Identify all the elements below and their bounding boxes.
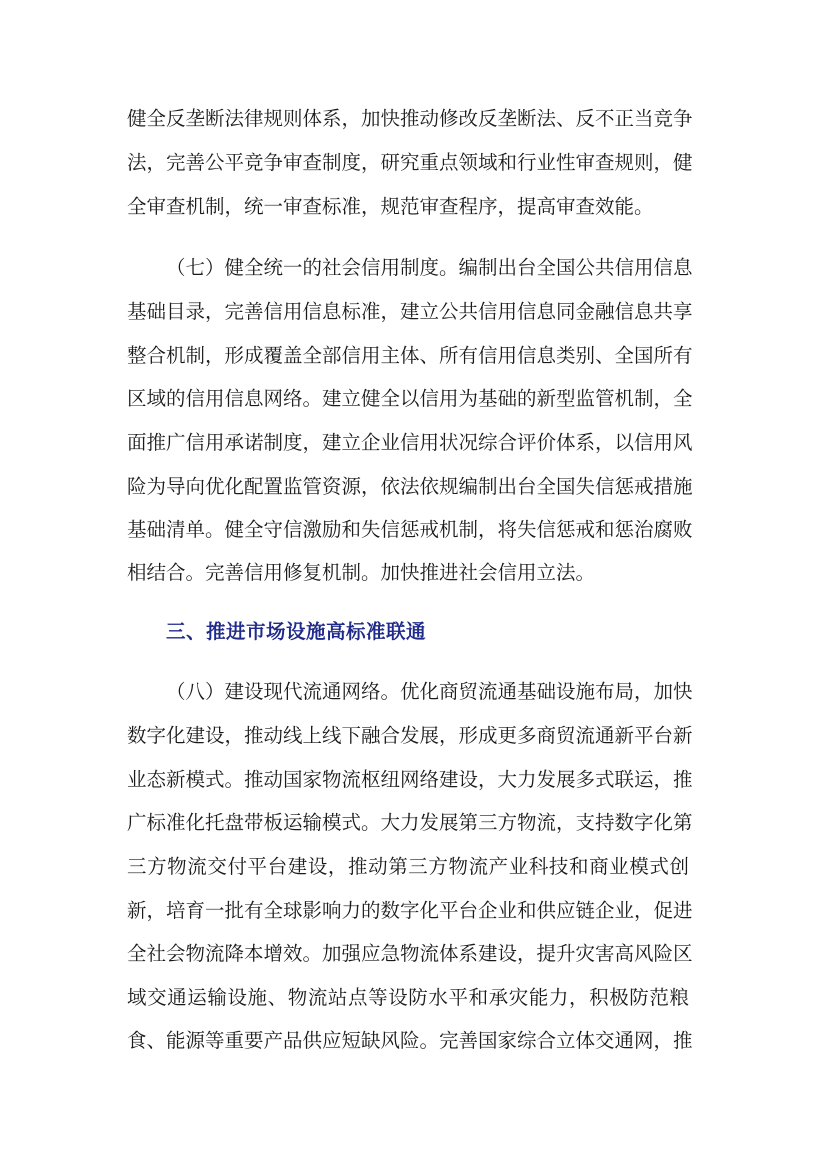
text-line: 险为导向优化配置监管资源，依法依规编制出台全国失信惩戒措施 <box>127 475 693 498</box>
text-line: 全审查机制，统一审查标准，规范审查程序，提高审查效能。 <box>127 195 654 218</box>
text-line: 相结合。完善信用修复机制。加快推进社会信用立法。 <box>127 561 596 584</box>
text-line: 全社会物流降本增效。加强应急物流体系建设，提升灾害高风险区 <box>127 942 693 965</box>
section-heading: 三、推进市场设施高标准联通 <box>166 620 427 643</box>
text-line: 法，完善公平竞争审查制度，研究重点领域和行业性审查规则，健 <box>127 151 693 174</box>
text-line: 基础目录，完善信用信息标准，建立公共信用信息同金融信息共享 <box>127 300 693 323</box>
text-line: （八）建设现代流通网络。优化商贸流通基础设施布局，加快 <box>166 680 693 703</box>
text-line: 整合机制，形成覆盖全部信用主体、所有信用信息类别、全国所有 <box>127 344 693 367</box>
text-line: 数字化建设，推动线上线下融合发展，形成更多商贸流通新平台新 <box>127 724 693 747</box>
text-line: 域交通运输设施、物流站点等设防水平和承灾能力，积极防范粮 <box>127 986 689 1009</box>
text-line: 业态新模式。推动国家物流枢纽网络建设，大力发展多式联运，推 <box>127 768 693 791</box>
text-line: 食、能源等重要产品供应短缺风险。完善国家综合立体交通网，推 <box>127 1029 693 1052</box>
text-line: 基础清单。健全守信激励和失信惩戒机制，将失信惩戒和惩治腐败 <box>127 518 693 541</box>
text-line: 区域的信用信息网络。建立健全以信用为基础的新型监管机制，全 <box>127 387 693 410</box>
text-line: 面推广信用承诺制度，建立企业信用状况综合评价体系，以信用风 <box>127 431 693 454</box>
text-line: 新，培育一批有全球影响力的数字化平台企业和供应链企业，促进 <box>127 899 693 922</box>
text-line: 健全反垄断法律规则体系，加快推动修改反垄断法、反不正当竞争 <box>127 107 693 130</box>
text-line: （七）健全统一的社会信用制度。编制出台全国公共信用信息 <box>166 256 693 279</box>
text-line: 三方物流交付平台建设，推动第三方物流产业科技和商业模式创 <box>127 855 689 878</box>
text-line: 广标准化托盘带板运输模式。大力发展第三方物流，支持数字化第 <box>127 811 693 834</box>
